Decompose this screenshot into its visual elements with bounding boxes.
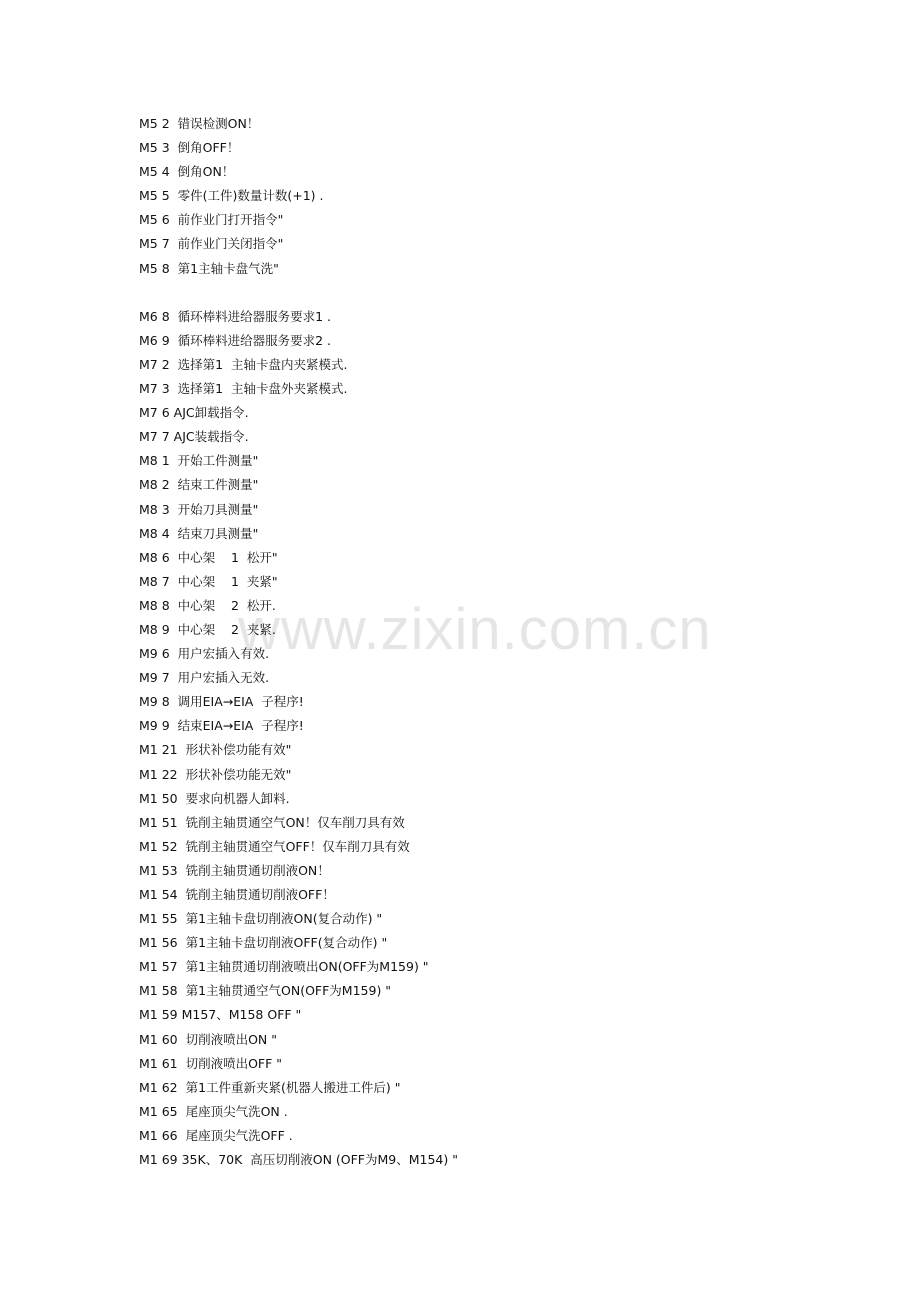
list-item: M1 57 第1主轴贯通切削液喷出ON(OFF为M159) " bbox=[139, 959, 429, 975]
list-item: M9 7 用户宏插入无效. bbox=[139, 670, 270, 686]
list-item: M1 21 形状补偿功能有效" bbox=[139, 742, 292, 758]
list-item: M5 8 第1主轴卡盘气洗" bbox=[139, 260, 279, 276]
list-item: M1 62 第1工件重新夹紧(机器人搬进工件后) " bbox=[139, 1079, 401, 1095]
list-item: M7 7 AJC装载指令. bbox=[139, 429, 249, 445]
list-item: M1 53 铣削主轴贯通切削液ON！ bbox=[139, 862, 330, 878]
list-item: M7 2 选择第1 主轴卡盘内夹紧模式. bbox=[139, 356, 348, 372]
list-item: M9 6 用户宏插入有效. bbox=[139, 646, 270, 662]
list-item: M5 7 前作业门关闭指令" bbox=[139, 236, 284, 252]
list-item: M8 8 中心架 2 松开. bbox=[139, 597, 276, 613]
list-item: M1 50 要求向机器人卸料. bbox=[139, 790, 290, 806]
list-item: M1 55 第1主轴卡盘切削液ON(复合动作) " bbox=[139, 911, 383, 927]
list-item: M8 7 中心架 1 夹紧" bbox=[139, 573, 278, 589]
list-item: M1 66 尾座顶尖气洗OFF . bbox=[139, 1127, 293, 1143]
list-item: M1 61 切削液喷出OFF " bbox=[139, 1055, 283, 1071]
list-item: M7 6 AJC卸载指令. bbox=[139, 405, 249, 421]
list-item: M9 8 调用EIA→EIA 子程序! bbox=[139, 694, 304, 710]
list-item: M7 3 选择第1 主轴卡盘外夹紧模式. bbox=[139, 381, 348, 397]
list-item: M5 6 前作业门打开指令" bbox=[139, 212, 284, 228]
list-item: M6 9 循环棒料进给器服务要求2 . bbox=[139, 332, 332, 348]
watermark: www.zixin.com.cn bbox=[238, 597, 712, 662]
list-item: M1 69 35K、70K 高压切削液ON (OFF为M9、M154) " bbox=[139, 1152, 458, 1168]
list-item: M5 5 零件(工件)数量计数(+1) . bbox=[139, 188, 324, 204]
list-item: M8 6 中心架 1 松开" bbox=[139, 549, 278, 565]
list-item: M6 8 循环棒料进给器服务要求1 . bbox=[139, 308, 332, 324]
list-item: M1 54 铣削主轴贯通切削液OFF！ bbox=[139, 887, 335, 902]
list-item: M8 2 结束工件测量" bbox=[139, 477, 259, 493]
paragraph-gap bbox=[139, 283, 839, 307]
list-item: M1 58 第1主轴贯通空气ON(OFF为M159) " bbox=[139, 983, 392, 999]
code-list-block-1 bbox=[139, 114, 839, 283]
list-item: M9 9 结束EIA→EIA 子程序! bbox=[139, 718, 304, 734]
list-item: M8 4 结束刀具测量" bbox=[139, 525, 259, 541]
list-item: M1 65 尾座顶尖气洗ON . bbox=[139, 1103, 288, 1119]
list-item: M1 51 铣削主轴贯通空气ON！仅车削刀具有效 bbox=[139, 814, 405, 830]
document-body bbox=[139, 114, 839, 1174]
list-item: M8 9 中心架 2 夹紧. bbox=[139, 621, 276, 637]
list-item: M1 59 M157、M158 OFF " bbox=[139, 1007, 302, 1023]
list-item: M1 56 第1主轴卡盘切削液OFF(复合动作) " bbox=[139, 935, 388, 951]
list-item: M1 52 铣削主轴贯通空气OFF！仅车削刀具有效 bbox=[139, 838, 410, 854]
list-item: M5 4 倒角ON！ bbox=[139, 164, 235, 180]
list-item: M5 2 错误检测ON！ bbox=[139, 116, 260, 131]
list-item: M1 60 切削液喷出ON " bbox=[139, 1031, 277, 1047]
list-item: M1 22 形状补偿功能无效" bbox=[139, 766, 292, 782]
list-item: M8 1 开始工件测量" bbox=[139, 453, 259, 469]
list-item: M5 3 倒角OFF！ bbox=[139, 140, 240, 156]
list-item: M8 3 开始刀具测量" bbox=[139, 501, 259, 517]
code-list-block-2 bbox=[139, 307, 839, 1174]
